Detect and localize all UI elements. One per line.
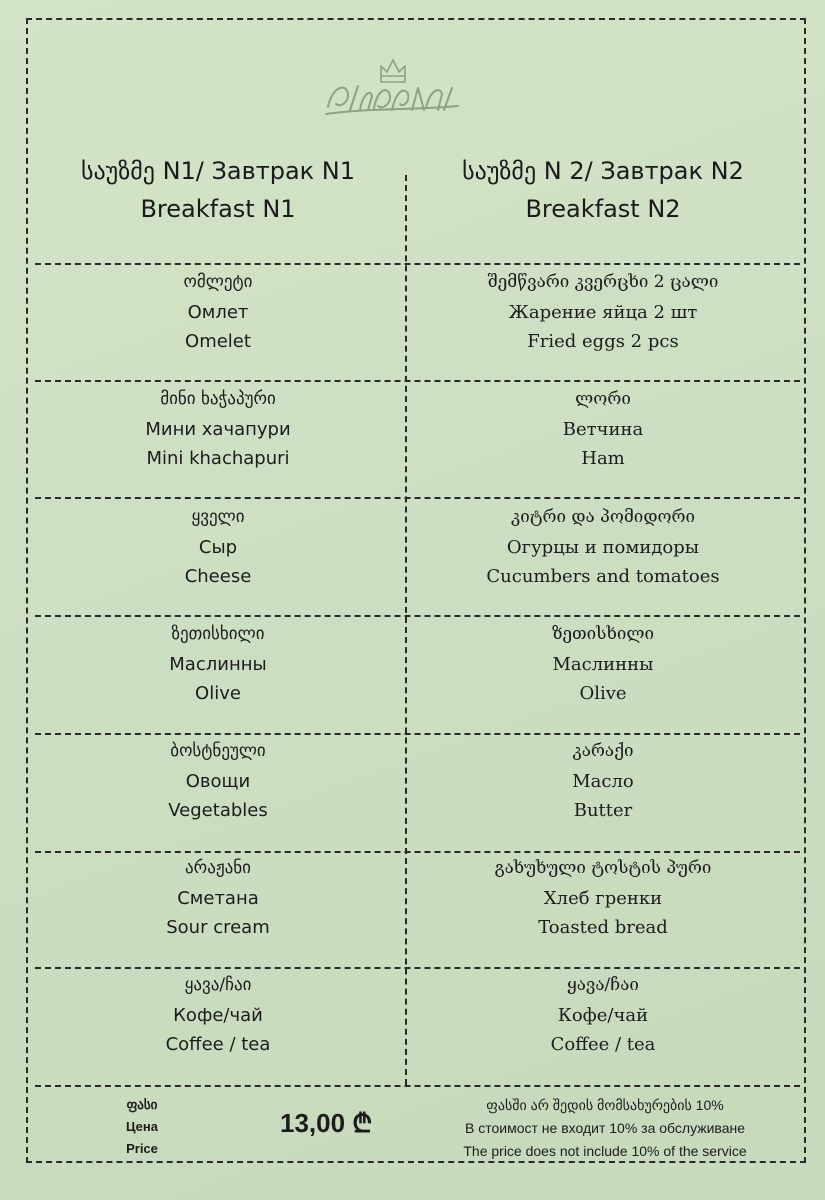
row-divider bbox=[35, 615, 800, 617]
menu-item bbox=[418, 854, 788, 943]
item-name-english: Omelet bbox=[185, 331, 251, 352]
item-name-georgian: ბოსტნეული bbox=[170, 741, 266, 761]
menu-item bbox=[418, 503, 788, 592]
menu-item bbox=[33, 854, 403, 943]
item-name-english: Coffee / tea bbox=[165, 1034, 271, 1055]
price-labels bbox=[112, 1094, 172, 1160]
item-name-english: Olive bbox=[579, 683, 627, 704]
item-name-georgian: ზეთისხილი bbox=[551, 624, 655, 644]
price-value: 13,00 ₾ bbox=[280, 1108, 373, 1138]
item-name-english: Vegetables bbox=[168, 800, 268, 821]
menu-item bbox=[418, 620, 788, 709]
item-name-russian: Сыр bbox=[198, 536, 238, 558]
item-name-english: Fried eggs 2 pcs bbox=[527, 331, 679, 352]
restaurant-logo bbox=[318, 52, 468, 127]
menu-item bbox=[418, 385, 788, 474]
service-note-english: The price does not include 10% of the service bbox=[463, 1143, 747, 1159]
row-divider bbox=[35, 1085, 800, 1087]
price-label-russian: Цена bbox=[126, 1119, 158, 1134]
breakfast-1-header bbox=[33, 152, 403, 228]
item-name-english: Olive bbox=[195, 683, 241, 704]
crown-icon bbox=[381, 60, 405, 82]
breakfast-1-header-line: Breakfast N1 bbox=[140, 195, 296, 223]
item-name-english: Ham bbox=[581, 448, 625, 469]
item-name-russian: Маслинны bbox=[552, 653, 654, 675]
menu-item bbox=[33, 385, 403, 474]
item-name-georgian: ზეთისხილი bbox=[171, 624, 265, 644]
breakfast-2-header-line: Breakfast N2 bbox=[525, 195, 681, 223]
menu-item bbox=[418, 971, 788, 1060]
item-name-georgian: კარაქი bbox=[572, 741, 634, 761]
item-name-georgian: მინი ხაჭაპური bbox=[160, 389, 276, 409]
row-divider bbox=[35, 733, 800, 735]
item-name-georgian: ლორი bbox=[575, 389, 631, 409]
item-name-english: Mini khachapuri bbox=[146, 448, 290, 469]
item-name-english: Butter bbox=[573, 800, 633, 821]
item-name-georgian: არაჟანი bbox=[185, 858, 251, 878]
item-name-russian: Кофе/чай bbox=[173, 1004, 263, 1026]
price-label-english: Price bbox=[126, 1141, 158, 1156]
price-label-georgian: ფასი bbox=[126, 1097, 158, 1112]
service-note-georgian: ფასში არ შედის მომსახურების 10% bbox=[486, 1097, 724, 1113]
menu-item bbox=[33, 503, 403, 592]
service-charge-note bbox=[420, 1094, 790, 1163]
item-name-russian: Омлет bbox=[187, 301, 249, 323]
item-name-russian: Мини хачапури bbox=[145, 418, 291, 440]
row-divider bbox=[35, 380, 800, 382]
breakfast-2-header-line: საუზმე N 2/ Завтрак N2 bbox=[462, 157, 744, 185]
item-name-georgian: ყავა/ჩაი bbox=[184, 975, 252, 995]
row-divider bbox=[35, 263, 800, 265]
item-name-russian: Хлеб гренки bbox=[543, 887, 663, 909]
item-name-georgian: ყველი bbox=[191, 507, 245, 527]
item-name-russian: Масло bbox=[572, 770, 634, 792]
row-divider bbox=[35, 967, 800, 969]
item-name-english: Cucumbers and tomatoes bbox=[486, 566, 720, 587]
menu-item bbox=[33, 268, 403, 357]
item-name-english: Cheese bbox=[184, 566, 252, 587]
column-divider bbox=[405, 175, 407, 1085]
menu-item bbox=[418, 737, 788, 826]
breakfast-2-header bbox=[418, 152, 788, 228]
item-name-russian: Кофе/чай bbox=[557, 1004, 649, 1026]
item-name-russian: Ветчина bbox=[562, 418, 644, 440]
menu-item bbox=[33, 620, 403, 709]
row-divider bbox=[35, 851, 800, 853]
item-name-english: Sour cream bbox=[166, 917, 270, 938]
item-name-russian: Огурцы и помидоры bbox=[506, 536, 700, 558]
item-name-english: Coffee / tea bbox=[550, 1034, 656, 1055]
item-name-georgian: ომლეტი bbox=[183, 272, 253, 292]
item-name-russian: Сметана bbox=[177, 887, 259, 909]
menu-item bbox=[418, 268, 788, 357]
menu-item bbox=[33, 737, 403, 826]
menu-item bbox=[33, 971, 403, 1060]
item-name-georgian: გახუხული ტოსტის პური bbox=[494, 858, 712, 878]
item-name-english: Toasted bread bbox=[538, 917, 668, 938]
item-name-georgian: კიტრი და პომიდორი bbox=[510, 507, 696, 527]
logo-script bbox=[326, 86, 458, 114]
service-note-russian: В стоимост не входит 10% за обслуживане bbox=[464, 1120, 745, 1136]
item-name-russian: Жарение яйца 2 шт bbox=[508, 301, 698, 323]
breakfast-1-header-line: საუზმე N1/ Завтрак N1 bbox=[80, 157, 356, 185]
item-name-georgian: ყავა/ჩაი bbox=[567, 975, 639, 995]
item-name-georgian: შემწვარი კვერცხი 2 ცალი bbox=[487, 272, 719, 292]
item-name-russian: Маслинны bbox=[169, 653, 267, 675]
item-name-russian: Овощи bbox=[185, 770, 251, 792]
row-divider bbox=[35, 497, 800, 499]
